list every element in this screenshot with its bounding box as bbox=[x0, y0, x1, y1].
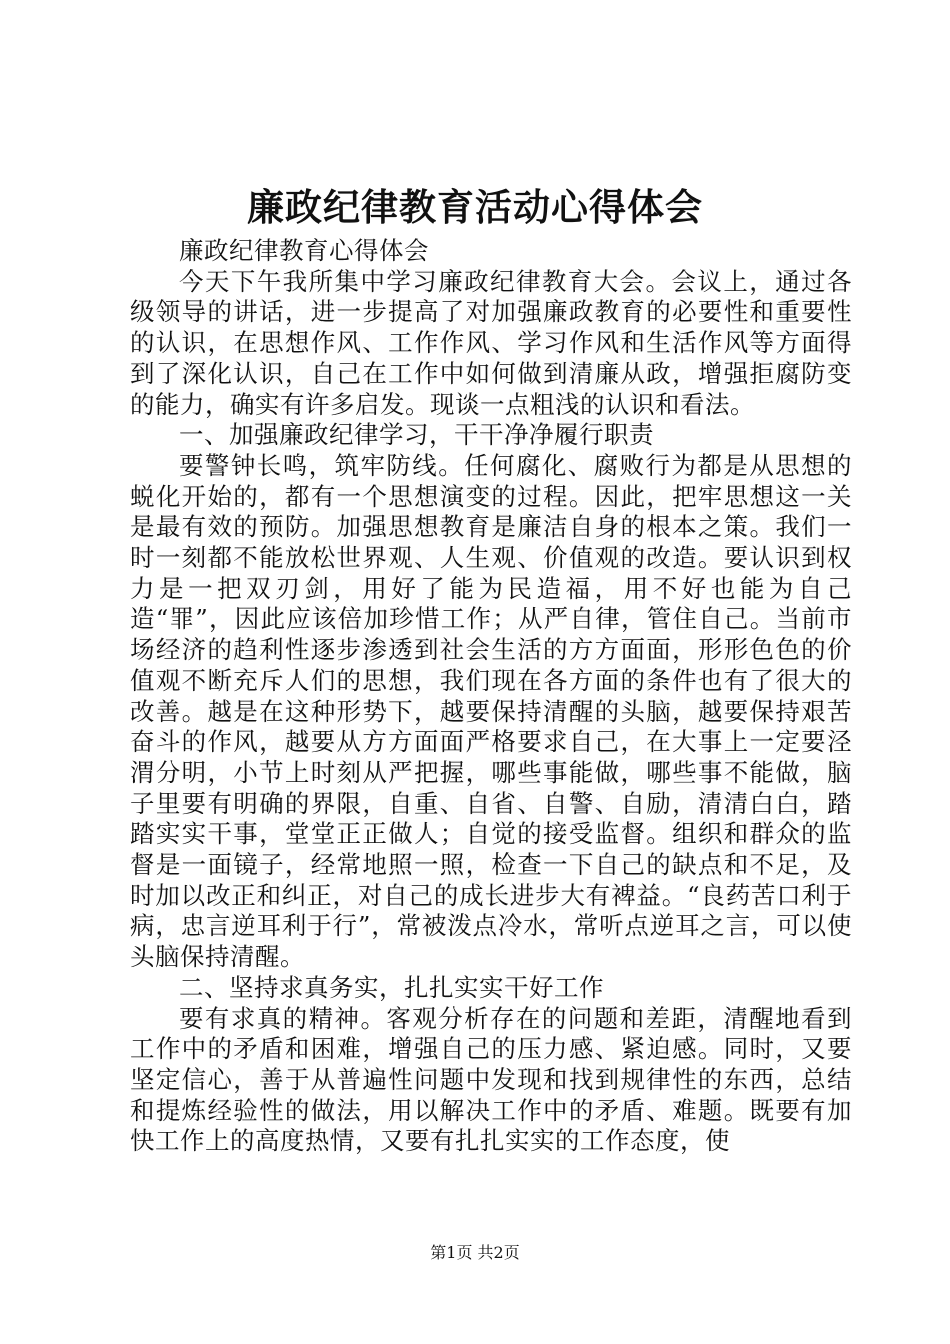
page-footer: 第1页 共2页 bbox=[430, 1243, 520, 1262]
document-title: 廉政纪律教育活动心得体会 bbox=[247, 186, 703, 229]
document-body bbox=[130, 236, 852, 1157]
section-heading-2: 二、坚持求真务实，扎扎实实干好工作 bbox=[179, 972, 604, 1002]
section-heading-1: 一、加强廉政纪律学习，干干净净履行职责 bbox=[179, 420, 654, 450]
subtitle-paragraph: 廉政纪律教育心得体会 bbox=[179, 236, 429, 265]
section-1-paragraph: 要警钟长鸣，筑牢防线。任何腐化、腐败行为都是从思想的蜕化开始的，都有一个思想演变的过程。因此，把牢思想这一关是最有效的预防。加强思想教育是廉洁自身的根本之策。我们一时一刻都不能放松世界观、人生观、价值观的改造。要认识到权力是一把双刃剑，用好了能为民造福，用不好也能为自己造“罪”，因此应该倍加珍惜工作；从严自律，管住自己。当前市场经济的趋利性逐步渗透到社会生活的方方面面，形形色色的价值观不断充斥人们的思想，我们现在各方面的条件也有了很大的改善。越是在这种形势下，越要保持清醒的头脑，越要保持艰苦奋斗的作风，越要从方方面面严格要求自己，在大事上一定要泾渭分明，小节上时刻从严把握，哪些事能做，哪些事不能做，脑子里要有明确的界限，自重、自省、自警、自励，清清白白，踏踏实实干事，堂堂正正做人；自觉的接受监督。组织和群众的监督是一面镜子，经常地照一照，检查一下自己的缺点和不足，及时加以改正和纠正，对自己的成长进步大有裨益。“良药苦口利于病，忠言逆耳利于行”，常被泼点冷水，常听点逆耳之言，可以使头脑保持清醒。 bbox=[130, 450, 852, 972]
section-2-paragraph: 要有求真的精神。客观分析存在的问题和差距，清醒地看到工作中的矛盾和困难，增强自己的压力感、紧迫感。同时，又要坚定信心，善于从普遍性问题中发现和找到规律性的东西，总结和提炼经验性的做法，用以解决工作中的矛盾、难题。既要有加快工作上的高度热情，又要有扎扎实实的工作态度，使 bbox=[130, 1003, 852, 1156]
intro-paragraph: 今天下午我所集中学习廉政纪律教育大会。会议上，通过各级领导的讲话，进一步提高了对加强廉政教育的必要性和重要性的认识，在思想作风、工作作风、学习作风和生活作风等方面得到了深化认识，自己在工作中如何做到清廉从政，增强拒腐防变的能力，确实有许多启发。现谈一点粗浅的认识和看法。 bbox=[130, 266, 852, 419]
